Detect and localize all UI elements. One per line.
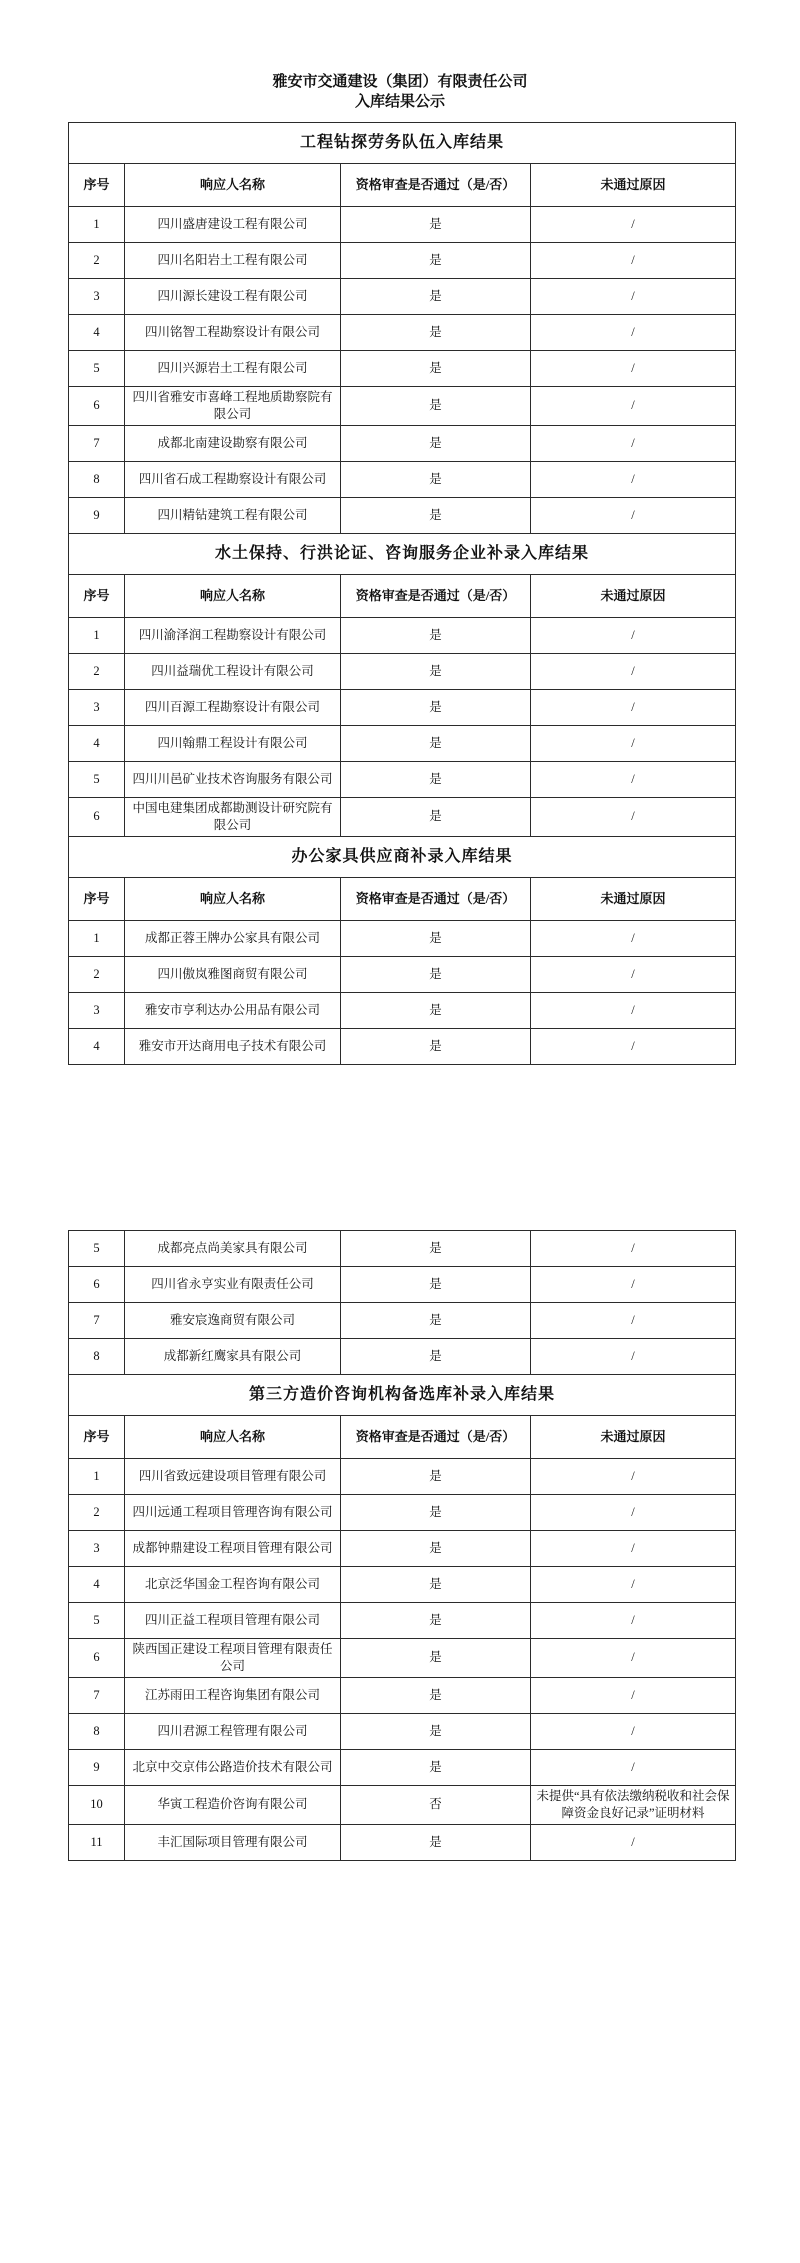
cell-index: 5	[69, 1231, 125, 1267]
cell-reason: /	[531, 1713, 736, 1749]
cell-index: 10	[69, 1785, 125, 1824]
table-row	[69, 207, 736, 243]
column-header: 资格审查是否通过（是/否）	[341, 1416, 531, 1459]
results-table	[68, 122, 736, 1065]
column-header: 响应人名称	[125, 164, 341, 207]
cell-reason: /	[531, 279, 736, 315]
cell-reason: /	[531, 1567, 736, 1603]
results-table	[68, 1230, 736, 1861]
cell-reason: /	[531, 761, 736, 797]
cell-name: 四川益瑞优工程设计有限公司	[125, 653, 341, 689]
cell-passed: 是	[341, 1303, 531, 1339]
cell-index: 8	[69, 1339, 125, 1375]
cell-name: 四川省石成工程勘察设计有限公司	[125, 461, 341, 497]
cell-index: 3	[69, 689, 125, 725]
table-row	[69, 725, 736, 761]
cell-reason: /	[531, 387, 736, 426]
cell-reason: /	[531, 992, 736, 1028]
cell-passed: 是	[341, 1459, 531, 1495]
cell-reason: /	[531, 1028, 736, 1064]
table-row	[69, 1749, 736, 1785]
table-row	[69, 1603, 736, 1639]
cell-reason: /	[531, 617, 736, 653]
column-header: 序号	[69, 877, 125, 920]
cell-name: 四川铭智工程勘察设计有限公司	[125, 315, 341, 351]
section-title: 办公家具供应商补录入库结果	[69, 836, 736, 877]
cell-passed: 是	[341, 956, 531, 992]
cell-passed: 是	[341, 1567, 531, 1603]
document-title	[0, 72, 800, 113]
table-row	[69, 351, 736, 387]
table-row	[69, 1267, 736, 1303]
column-header: 未通过原因	[531, 877, 736, 920]
cell-reason: /	[531, 920, 736, 956]
cell-name: 四川君源工程管理有限公司	[125, 1713, 341, 1749]
cell-passed: 是	[341, 1531, 531, 1567]
cell-name: 江苏雨田工程咨询集团有限公司	[125, 1677, 341, 1713]
table-row	[69, 1713, 736, 1749]
cell-name: 丰汇国际项目管理有限公司	[125, 1824, 341, 1860]
cell-reason: /	[531, 351, 736, 387]
cell-passed: 是	[341, 725, 531, 761]
cell-reason: /	[531, 689, 736, 725]
cell-index: 6	[69, 1267, 125, 1303]
cell-index: 11	[69, 1824, 125, 1860]
cell-index: 1	[69, 1459, 125, 1495]
document-title-line1: 雅安市交通建设（集团）有限责任公司	[272, 74, 528, 90]
cell-passed: 是	[341, 761, 531, 797]
cell-index: 9	[69, 497, 125, 533]
section-title-row	[69, 123, 736, 164]
section-title-row	[69, 836, 736, 877]
cell-passed: 否	[341, 1785, 531, 1824]
cell-name: 四川源长建设工程有限公司	[125, 279, 341, 315]
cell-index: 5	[69, 761, 125, 797]
table-row	[69, 1677, 736, 1713]
cell-passed: 是	[341, 279, 531, 315]
cell-index: 7	[69, 1303, 125, 1339]
cell-passed: 是	[341, 1495, 531, 1531]
cell-reason: 未提供“具有依法缴纳税收和社会保障资金良好记录”证明材料	[531, 1785, 736, 1824]
cell-index: 2	[69, 1495, 125, 1531]
table-row	[69, 1531, 736, 1567]
cell-reason: /	[531, 1824, 736, 1860]
cell-index: 3	[69, 992, 125, 1028]
cell-passed: 是	[341, 653, 531, 689]
table-row	[69, 315, 736, 351]
table-row	[69, 653, 736, 689]
cell-index: 2	[69, 243, 125, 279]
cell-name: 四川远通工程项目管理咨询有限公司	[125, 1495, 341, 1531]
cell-passed: 是	[341, 207, 531, 243]
cell-index: 6	[69, 1639, 125, 1678]
cell-name: 雅安市亨利达办公用品有限公司	[125, 992, 341, 1028]
cell-passed: 是	[341, 497, 531, 533]
cell-index: 6	[69, 387, 125, 426]
table-row	[69, 279, 736, 315]
cell-reason: /	[531, 725, 736, 761]
cell-name: 四川渝泽润工程勘察设计有限公司	[125, 617, 341, 653]
cell-index: 5	[69, 1603, 125, 1639]
cell-reason: /	[531, 1459, 736, 1495]
cell-index: 4	[69, 315, 125, 351]
cell-name: 成都钟鼎建设工程项目管理有限公司	[125, 1531, 341, 1567]
table-row	[69, 1495, 736, 1531]
table-header-row	[69, 1416, 736, 1459]
cell-passed: 是	[341, 797, 531, 836]
cell-passed: 是	[341, 617, 531, 653]
cell-name: 四川百源工程勘察设计有限公司	[125, 689, 341, 725]
cell-name: 成都正蓉王牌办公家具有限公司	[125, 920, 341, 956]
column-header: 未通过原因	[531, 164, 736, 207]
cell-name: 成都亮点尚美家具有限公司	[125, 1231, 341, 1267]
cell-index: 4	[69, 725, 125, 761]
cell-index: 3	[69, 279, 125, 315]
cell-index: 7	[69, 1677, 125, 1713]
cell-name: 华寅工程造价咨询有限公司	[125, 1785, 341, 1824]
table-row	[69, 992, 736, 1028]
table-row	[69, 797, 736, 836]
table-header-row	[69, 574, 736, 617]
cell-index: 5	[69, 351, 125, 387]
table-row	[69, 920, 736, 956]
cell-passed: 是	[341, 351, 531, 387]
cell-name: 四川盛唐建设工程有限公司	[125, 207, 341, 243]
cell-reason: /	[531, 207, 736, 243]
cell-name: 四川省永亨实业有限责任公司	[125, 1267, 341, 1303]
cell-index: 2	[69, 653, 125, 689]
cell-reason: /	[531, 461, 736, 497]
cell-reason: /	[531, 1303, 736, 1339]
cell-reason: /	[531, 425, 736, 461]
column-header: 响应人名称	[125, 1416, 341, 1459]
cell-name: 中国电建集团成都勘测设计研究院有限公司	[125, 797, 341, 836]
table-row	[69, 1824, 736, 1860]
column-header: 资格审查是否通过（是/否）	[341, 164, 531, 207]
section-title: 工程钻探劳务队伍入库结果	[69, 123, 736, 164]
table-row	[69, 617, 736, 653]
cell-reason: /	[531, 243, 736, 279]
cell-name: 成都新红鹰家具有限公司	[125, 1339, 341, 1375]
cell-name: 四川精钻建筑工程有限公司	[125, 497, 341, 533]
cell-passed: 是	[341, 1339, 531, 1375]
column-header: 资格审查是否通过（是/否）	[341, 574, 531, 617]
table-row	[69, 387, 736, 426]
cell-index: 2	[69, 956, 125, 992]
cell-passed: 是	[341, 315, 531, 351]
cell-name: 四川川邑矿业技术咨询服务有限公司	[125, 761, 341, 797]
cell-index: 6	[69, 797, 125, 836]
table-row	[69, 1303, 736, 1339]
column-header: 序号	[69, 1416, 125, 1459]
cell-reason: /	[531, 1749, 736, 1785]
cell-reason: /	[531, 1639, 736, 1678]
cell-reason: /	[531, 1339, 736, 1375]
table-row	[69, 425, 736, 461]
cell-passed: 是	[341, 1267, 531, 1303]
cell-name: 四川省致远建设项目管理有限公司	[125, 1459, 341, 1495]
column-header: 未通过原因	[531, 574, 736, 617]
cell-reason: /	[531, 956, 736, 992]
cell-passed: 是	[341, 920, 531, 956]
section-title-row	[69, 1375, 736, 1416]
cell-index: 4	[69, 1567, 125, 1603]
table-row	[69, 461, 736, 497]
cell-name: 北京中交京伟公路造价技术有限公司	[125, 1749, 341, 1785]
section-title: 水土保持、行洪论证、咨询服务企业补录入库结果	[69, 533, 736, 574]
cell-reason: /	[531, 1603, 736, 1639]
cell-passed: 是	[341, 1749, 531, 1785]
table-row	[69, 1028, 736, 1064]
cell-name: 四川兴源岩土工程有限公司	[125, 351, 341, 387]
cell-index: 1	[69, 617, 125, 653]
cell-reason: /	[531, 1677, 736, 1713]
section-title: 第三方造价咨询机构备选库补录入库结果	[69, 1375, 736, 1416]
cell-passed: 是	[341, 1639, 531, 1678]
column-header: 响应人名称	[125, 574, 341, 617]
cell-name: 四川省雅安市喜峰工程地质勘察院有限公司	[125, 387, 341, 426]
cell-passed: 是	[341, 243, 531, 279]
table-row	[69, 689, 736, 725]
cell-name: 四川翰鼎工程设计有限公司	[125, 725, 341, 761]
cell-index: 8	[69, 1713, 125, 1749]
cell-index: 8	[69, 461, 125, 497]
cell-index: 9	[69, 1749, 125, 1785]
cell-passed: 是	[341, 689, 531, 725]
table-row	[69, 761, 736, 797]
cell-reason: /	[531, 1267, 736, 1303]
section-title-row	[69, 533, 736, 574]
table-row	[69, 497, 736, 533]
column-header: 未通过原因	[531, 1416, 736, 1459]
table-header-row	[69, 877, 736, 920]
cell-reason: /	[531, 1531, 736, 1567]
table-row	[69, 243, 736, 279]
cell-reason: /	[531, 653, 736, 689]
cell-reason: /	[531, 1231, 736, 1267]
cell-name: 成都北南建设勘察有限公司	[125, 425, 341, 461]
cell-passed: 是	[341, 992, 531, 1028]
table-row	[69, 1639, 736, 1678]
table-row	[69, 1567, 736, 1603]
document-title-line2: 入库结果公示	[354, 94, 445, 111]
table-row	[69, 1785, 736, 1824]
cell-name: 雅安市开达商用电子技术有限公司	[125, 1028, 341, 1064]
cell-reason: /	[531, 797, 736, 836]
cell-index: 1	[69, 207, 125, 243]
cell-reason: /	[531, 497, 736, 533]
cell-name: 四川正益工程项目管理有限公司	[125, 1603, 341, 1639]
column-header: 序号	[69, 574, 125, 617]
table-header-row	[69, 164, 736, 207]
cell-passed: 是	[341, 461, 531, 497]
cell-passed: 是	[341, 425, 531, 461]
cell-passed: 是	[341, 1824, 531, 1860]
cell-passed: 是	[341, 1028, 531, 1064]
column-header: 资格审查是否通过（是/否）	[341, 877, 531, 920]
cell-reason: /	[531, 315, 736, 351]
cell-name: 四川名阳岩土工程有限公司	[125, 243, 341, 279]
cell-index: 3	[69, 1531, 125, 1567]
cell-passed: 是	[341, 387, 531, 426]
cell-name: 陕西国正建设工程项目管理有限责任公司	[125, 1639, 341, 1678]
table-row	[69, 956, 736, 992]
cell-passed: 是	[341, 1677, 531, 1713]
table-row	[69, 1459, 736, 1495]
table-row	[69, 1339, 736, 1375]
cell-reason: /	[531, 1495, 736, 1531]
cell-name: 雅安宸逸商贸有限公司	[125, 1303, 341, 1339]
column-header: 响应人名称	[125, 877, 341, 920]
cell-index: 1	[69, 920, 125, 956]
table-row	[69, 1231, 736, 1267]
cell-name: 北京泛华国金工程咨询有限公司	[125, 1567, 341, 1603]
cell-index: 4	[69, 1028, 125, 1064]
cell-passed: 是	[341, 1603, 531, 1639]
cell-passed: 是	[341, 1713, 531, 1749]
column-header: 序号	[69, 164, 125, 207]
cell-passed: 是	[341, 1231, 531, 1267]
cell-name: 四川傲岚雅图商贸有限公司	[125, 956, 341, 992]
results-table-page1	[68, 122, 736, 1065]
results-table-page2	[68, 1230, 736, 1861]
cell-index: 7	[69, 425, 125, 461]
